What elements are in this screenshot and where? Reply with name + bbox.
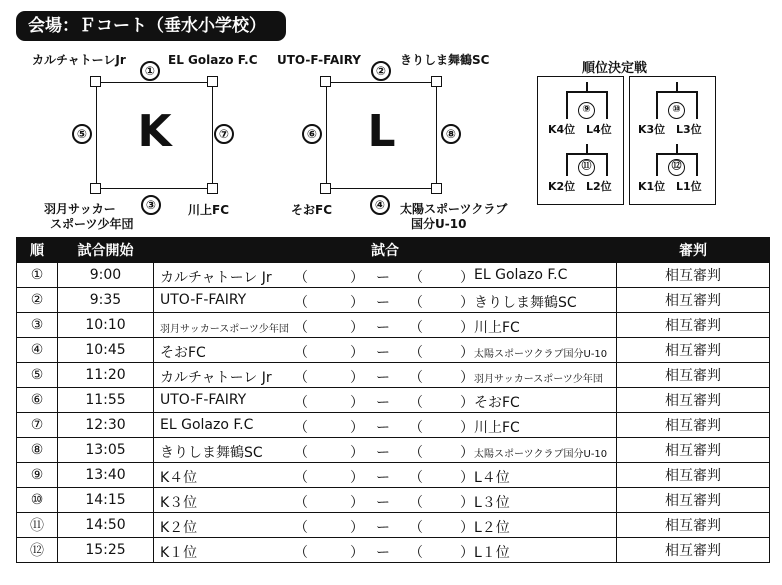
table-row xyxy=(17,363,770,388)
score-dash: ー xyxy=(376,470,390,486)
score-paren-open: （ xyxy=(409,545,423,561)
court-l-num-top: ② xyxy=(371,61,391,81)
row-home-team: K３位 xyxy=(160,495,198,511)
score-paren-close: ） xyxy=(460,370,474,386)
court-l-num-right: ⑧ xyxy=(441,124,461,144)
row-start-time: 13:05 xyxy=(58,438,154,463)
row-start-time: 11:20 xyxy=(58,363,154,388)
score-paren-open: （ xyxy=(294,295,308,311)
score-paren-open: （ xyxy=(409,345,423,361)
score-paren-close: ） xyxy=(350,420,364,436)
header-match: 試合 xyxy=(154,238,617,263)
row-start-time: 10:45 xyxy=(58,338,154,363)
row-match xyxy=(154,338,617,363)
ranking-match-12-left: K1位 xyxy=(638,180,666,193)
row-match xyxy=(154,463,617,488)
score-paren-close: ） xyxy=(350,395,364,411)
score-paren-close: ） xyxy=(350,270,364,286)
score-paren-open: （ xyxy=(409,520,423,536)
row-order: ⑩ xyxy=(17,488,58,513)
row-match xyxy=(154,388,617,413)
court-k-letter: K xyxy=(137,106,172,157)
score-paren-open: （ xyxy=(294,345,308,361)
score-paren-close: ） xyxy=(460,345,474,361)
row-away-team: L２位 xyxy=(474,520,510,536)
court-l-corner xyxy=(431,76,442,87)
row-home-team: UTO-F-FAIRY xyxy=(160,392,247,408)
venue-title: 会場：Ｆコート（垂水小学校） xyxy=(16,11,286,41)
bracket-line xyxy=(656,153,658,176)
ranking-match-11-right: L2位 xyxy=(586,180,612,193)
row-start-time: 15:25 xyxy=(58,538,154,563)
row-order: ① xyxy=(17,263,58,288)
row-away-team: そおFC xyxy=(474,395,520,411)
court-k-corner xyxy=(90,76,101,87)
row-match xyxy=(154,288,617,313)
court-l-letter: L xyxy=(367,106,396,157)
row-start-time: 10:10 xyxy=(58,313,154,338)
court-k-corner xyxy=(207,76,218,87)
row-match xyxy=(154,538,617,563)
row-order: ⑤ xyxy=(17,363,58,388)
table-row xyxy=(17,538,770,563)
row-referee: 相互審判 xyxy=(617,388,770,413)
row-match xyxy=(154,438,617,463)
score-paren-close: ） xyxy=(460,520,474,536)
row-home-team: K１位 xyxy=(160,545,198,561)
court-l-bottom-left-team: そおFC xyxy=(291,203,333,217)
row-order: ③ xyxy=(17,313,58,338)
table-row xyxy=(17,288,770,313)
row-home-team: 羽月サッカースポーツ少年団 xyxy=(160,324,289,335)
row-referee: 相互審判 xyxy=(617,313,770,338)
bracket-line xyxy=(606,153,608,176)
row-referee: 相互審判 xyxy=(617,288,770,313)
table-row xyxy=(17,413,770,438)
court-k-corner xyxy=(207,183,218,194)
row-away-team: 太陽スポーツクラブ国分U-10 xyxy=(474,349,608,360)
row-referee: 相互審判 xyxy=(617,538,770,563)
bracket-line xyxy=(656,91,698,93)
row-start-time: 9:00 xyxy=(58,263,154,288)
row-home-team: K４位 xyxy=(160,470,198,486)
schedule-header-row xyxy=(17,238,770,263)
ranking-match-12-right: L1位 xyxy=(676,180,702,193)
row-home-team: きりしま舞鶴SC xyxy=(160,445,263,461)
score-dash: ー xyxy=(376,495,390,511)
row-order: ⑧ xyxy=(17,438,58,463)
score-paren-close: ） xyxy=(460,270,474,286)
row-home-team: UTO-F-FAIRY xyxy=(160,292,247,308)
row-referee: 相互審判 xyxy=(617,513,770,538)
score-paren-close: ） xyxy=(460,445,474,461)
score-paren-close: ） xyxy=(350,345,364,361)
header-order: 順 xyxy=(17,238,58,263)
score-dash: ー xyxy=(376,520,390,536)
ranking-match-9-left: K4位 xyxy=(548,123,576,136)
score-paren-open: （ xyxy=(409,370,423,386)
court-k-num-bottom: ③ xyxy=(141,195,161,215)
score-dash: ー xyxy=(376,545,390,561)
ranking-match-10-right: L3位 xyxy=(676,123,702,136)
score-paren-open: （ xyxy=(409,320,423,336)
score-paren-open: （ xyxy=(409,495,423,511)
bracket-line xyxy=(696,91,698,119)
score-paren-close: ） xyxy=(350,370,364,386)
score-paren-open: （ xyxy=(409,395,423,411)
ranking-match-10-left: K3位 xyxy=(638,123,666,136)
score-paren-open: （ xyxy=(294,445,308,461)
row-order: ④ xyxy=(17,338,58,363)
court-k-num-left: ⑤ xyxy=(72,124,92,144)
score-paren-open: （ xyxy=(294,395,308,411)
score-paren-open: （ xyxy=(294,420,308,436)
score-paren-open: （ xyxy=(294,370,308,386)
row-home-team: EL Golazo F.C xyxy=(160,417,254,433)
row-away-team: L３位 xyxy=(474,495,510,511)
table-row xyxy=(17,488,770,513)
row-order: ⑫ xyxy=(17,538,58,563)
row-referee: 相互審判 xyxy=(617,338,770,363)
court-l-bottom-right-team-line1: 太陽スポーツクラブ xyxy=(400,202,508,216)
court-l-num-left: ⑥ xyxy=(302,124,322,144)
row-match xyxy=(154,513,617,538)
ranking-match-12-num: ⑫ xyxy=(668,159,685,176)
row-referee: 相互審判 xyxy=(617,488,770,513)
row-referee: 相互審判 xyxy=(617,363,770,388)
header-start-time: 試合開始 xyxy=(58,238,154,263)
court-k-bottom-left-team-line2: スポーツ少年団 xyxy=(50,217,134,231)
court-k-corner xyxy=(90,183,101,194)
row-away-team: 羽月サッカースポーツ少年団 xyxy=(474,374,603,385)
row-away-team: EL Golazo F.C xyxy=(474,267,568,283)
score-paren-close: ） xyxy=(350,520,364,536)
row-away-team: L４位 xyxy=(474,470,510,486)
score-paren-close: ） xyxy=(460,420,474,436)
score-paren-close: ） xyxy=(350,295,364,311)
table-row xyxy=(17,338,770,363)
row-referee: 相互審判 xyxy=(617,413,770,438)
score-paren-close: ） xyxy=(460,320,474,336)
court-k-top-right-team: EL Golazo F.C xyxy=(168,53,258,67)
header-referee: 審判 xyxy=(617,238,770,263)
row-start-time: 13:40 xyxy=(58,463,154,488)
score-paren-close: ） xyxy=(350,495,364,511)
row-away-team: L１位 xyxy=(474,545,510,561)
row-referee: 相互審判 xyxy=(617,463,770,488)
bracket-line xyxy=(566,91,568,119)
court-l-corner xyxy=(320,183,331,194)
row-match xyxy=(154,413,617,438)
score-paren-close: ） xyxy=(350,545,364,561)
score-paren-close: ） xyxy=(350,470,364,486)
row-start-time: 11:55 xyxy=(58,388,154,413)
court-l-top-left-team: UTO-F-FAIRY xyxy=(277,53,361,67)
score-dash: ー xyxy=(376,320,390,336)
row-start-time: 14:50 xyxy=(58,513,154,538)
score-paren-open: （ xyxy=(294,545,308,561)
bracket-line xyxy=(566,153,608,155)
score-paren-close: ） xyxy=(460,495,474,511)
score-paren-close: ） xyxy=(350,445,364,461)
score-paren-open: （ xyxy=(294,270,308,286)
court-l-bottom-right-team-line2: 国分U-10 xyxy=(411,217,467,231)
ranking-match-11-num: ⑪ xyxy=(578,159,595,176)
score-dash: ー xyxy=(376,270,390,286)
court-k-bottom-left-team-line1: 羽月サッカー xyxy=(44,202,116,216)
score-paren-close: ） xyxy=(460,470,474,486)
bracket-line xyxy=(606,91,608,119)
row-match xyxy=(154,313,617,338)
row-away-team: きりしま舞鶴SC xyxy=(474,295,577,311)
row-referee: 相互審判 xyxy=(617,438,770,463)
bracket-line xyxy=(696,153,698,176)
score-dash: ー xyxy=(376,345,390,361)
score-dash: ー xyxy=(376,370,390,386)
row-order: ② xyxy=(17,288,58,313)
row-match xyxy=(154,363,617,388)
table-row xyxy=(17,263,770,288)
ranking-title: 順位決定戦 xyxy=(582,61,648,76)
score-paren-open: （ xyxy=(409,470,423,486)
row-home-team: そおFC xyxy=(160,345,206,361)
court-l-top-right-team: きりしま舞鶴SC xyxy=(400,53,490,67)
score-paren-open: （ xyxy=(409,295,423,311)
court-l-corner xyxy=(431,183,442,194)
row-home-team: カルチャトーレ Jr xyxy=(160,270,272,286)
row-start-time: 12:30 xyxy=(58,413,154,438)
ranking-match-9-right: L4位 xyxy=(586,123,612,136)
ranking-match-11-left: K2位 xyxy=(548,180,576,193)
score-dash: ー xyxy=(376,445,390,461)
bracket-line xyxy=(656,91,658,119)
row-start-time: 14:15 xyxy=(58,488,154,513)
court-k-bottom-right-team: 川上FC xyxy=(188,203,230,217)
court-k-num-right: ⑦ xyxy=(214,124,234,144)
score-paren-close: ） xyxy=(460,395,474,411)
row-start-time: 9:35 xyxy=(58,288,154,313)
score-paren-close: ） xyxy=(460,545,474,561)
score-dash: ー xyxy=(376,295,390,311)
table-row xyxy=(17,388,770,413)
row-match xyxy=(154,263,617,288)
court-k-num-top: ① xyxy=(140,61,160,81)
score-paren-open: （ xyxy=(294,320,308,336)
court-l-num-bottom: ④ xyxy=(370,195,390,215)
court-k-top-left-team: カルチャトーレJr xyxy=(32,53,126,67)
row-home-team: K２位 xyxy=(160,520,198,536)
score-paren-open: （ xyxy=(294,520,308,536)
score-paren-open: （ xyxy=(294,470,308,486)
table-row xyxy=(17,513,770,538)
bracket-line xyxy=(656,153,698,155)
ranking-match-9-num: ⑨ xyxy=(578,102,595,119)
score-paren-open: （ xyxy=(294,495,308,511)
bracket-line xyxy=(566,91,608,93)
score-paren-open: （ xyxy=(409,420,423,436)
row-away-team: 太陽スポーツクラブ国分U-10 xyxy=(474,449,608,460)
score-dash: ー xyxy=(376,420,390,436)
table-row xyxy=(17,463,770,488)
row-match xyxy=(154,488,617,513)
score-paren-open: （ xyxy=(409,445,423,461)
score-paren-close: ） xyxy=(460,295,474,311)
row-referee: 相互審判 xyxy=(617,263,770,288)
court-l-corner xyxy=(320,76,331,87)
row-order: ⑥ xyxy=(17,388,58,413)
schedule-table xyxy=(16,237,770,563)
table-row xyxy=(17,438,770,463)
row-order: ⑨ xyxy=(17,463,58,488)
bracket-line xyxy=(566,153,568,176)
ranking-match-10-num: ⑩ xyxy=(668,102,685,119)
row-order: ⑦ xyxy=(17,413,58,438)
row-away-team: 川上FC xyxy=(474,320,520,336)
score-dash: ー xyxy=(376,395,390,411)
table-row xyxy=(17,313,770,338)
row-away-team: 川上FC xyxy=(474,420,520,436)
score-paren-open: （ xyxy=(409,270,423,286)
row-home-team: カルチャトーレ Jr xyxy=(160,370,272,386)
score-paren-close: ） xyxy=(350,320,364,336)
row-order: ⑪ xyxy=(17,513,58,538)
